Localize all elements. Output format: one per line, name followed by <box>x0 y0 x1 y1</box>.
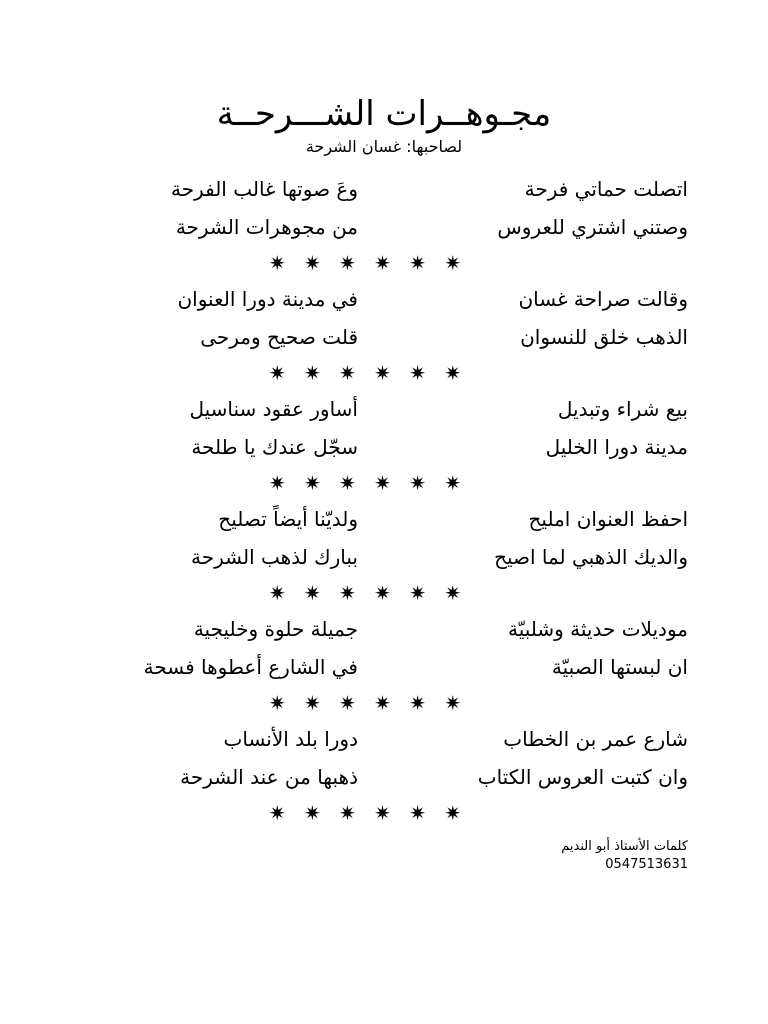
verse-second-half: وعَ صوتها غالب الفرحة <box>170 177 358 201</box>
verse-first-half: مدينة دورا الخليل <box>545 435 688 459</box>
verse-first-half: وان كتبت العروس الكتاب <box>477 765 688 789</box>
verse-second-half: ذهبها من عند الشرحة <box>180 765 358 789</box>
verse-second-half: أساور عقود سناسيل <box>189 397 358 421</box>
verse-second-half: ولديّنا أيضاً تصليح <box>218 507 358 531</box>
stanza-separator <box>80 796 688 830</box>
verse-first-half: ان لبستها الصبيّة <box>551 655 688 679</box>
verse-line <box>80 610 688 648</box>
verse-line <box>80 280 688 318</box>
separator-stars: ✷ ✷ ✷ ✷ ✷ ✷ <box>268 361 468 385</box>
verse-second-half: في الشارع أعطوها فسحة <box>143 655 358 679</box>
verse-first-half: الذهب خلق للنسوان <box>520 325 688 349</box>
verse-line <box>80 318 688 356</box>
separator-stars: ✷ ✷ ✷ ✷ ✷ ✷ <box>268 801 468 825</box>
stanza-separator <box>80 356 688 390</box>
verse-second-half: في مدينة دورا العنوان <box>177 287 358 311</box>
stanza-separator <box>80 576 688 610</box>
verse-line <box>80 208 688 246</box>
verse-first-half: بيع شراء وتبديل <box>557 397 688 421</box>
verse-line <box>80 758 688 796</box>
separator-stars: ✷ ✷ ✷ ✷ ✷ ✷ <box>268 471 468 495</box>
stanza-separator <box>80 466 688 500</box>
stanza-separator <box>80 686 688 720</box>
verse-second-half: سجّل عندك يا طلحة <box>191 435 358 459</box>
phone-number: 0547513631 <box>605 857 688 872</box>
verse-first-half: وصتني اشتري للعروس <box>497 215 688 239</box>
verse-line <box>80 170 688 208</box>
verse-line <box>80 538 688 576</box>
poem <box>80 170 688 830</box>
verse-first-half: والديك الذهبي لما اصيح <box>494 545 688 569</box>
verse-second-half: دورا بلد الأنساب <box>223 727 358 751</box>
verse-second-half: ببارك لذهب الشرحة <box>191 545 358 569</box>
verse-line <box>80 428 688 466</box>
verse-second-half: جميلة حلوة وخليجية <box>193 617 358 641</box>
page-title: مجـوهــرات الشـــرحــة <box>216 94 552 134</box>
verse-second-half: من مجوهرات الشرحة <box>175 215 358 239</box>
separator-stars: ✷ ✷ ✷ ✷ ✷ ✷ <box>268 251 468 275</box>
page-subtitle: لصاحبها: غسان الشرحة <box>305 137 463 156</box>
verse-line <box>80 648 688 686</box>
verse-line <box>80 390 688 428</box>
verse-first-half: موديلات حديثة وشلبيّة <box>507 617 688 641</box>
verse-first-half: شارع عمر بن الخطاب <box>503 727 688 751</box>
stanza-separator <box>80 246 688 280</box>
verse-line <box>80 720 688 758</box>
verse-first-half: وقالت صراحة غسان <box>518 287 688 311</box>
verse-first-half: اتصلت حماتي فرحة <box>524 177 688 201</box>
separator-stars: ✷ ✷ ✷ ✷ ✷ ✷ <box>268 581 468 605</box>
verse-first-half: احفظ العنوان امليح <box>528 507 688 531</box>
verse-second-half: قلت صحيح ومرحى <box>200 325 358 349</box>
separator-stars: ✷ ✷ ✷ ✷ ✷ ✷ <box>268 691 468 715</box>
verse-line <box>80 500 688 538</box>
author-credit: كلمات الأستاذ أبو النديم <box>561 839 688 854</box>
